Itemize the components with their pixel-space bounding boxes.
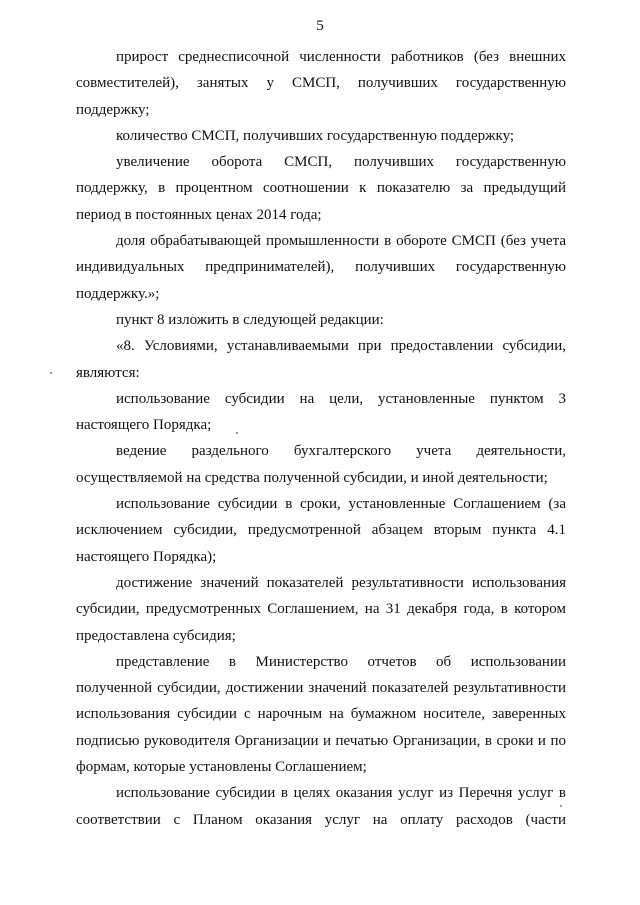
paragraph-condition-deadlines: использование субсидии в сроки, установленные Соглашением (за исключением субсидии, предусмотренной абзацем вторым пункта 4.1 настоящего Порядка); bbox=[76, 496, 566, 565]
paragraph-condition-reporting: представление в Министерство отчетов об использовании полученной субсидии, достижении значений показателей результативности использования субсидии с нарочным на бумажном носителе, заверенных подписью руководителя Организации и печатью Организации, в сроки и по формам, которые установлены Соглашением; bbox=[76, 653, 566, 776]
paragraph-turnover-increase: увеличение оборота СМСП, получивших государственную поддержку, в процентном соотношении к показателю за предыдущий период в постоянных ценах 2014 года; bbox=[76, 154, 566, 223]
paragraph-conditions-intro: «8. Условиями, устанавливаемыми при предоставлении субсидии, являются: bbox=[76, 338, 566, 381]
document-body bbox=[76, 44, 566, 833]
paragraph-manufacturing-share: доля обрабатывающей промышленности в обороте СМСП (без учета индивидуальных предпринимателей), получивших государственную поддержку.»; bbox=[76, 233, 566, 302]
scan-speck bbox=[236, 432, 238, 434]
scan-speck bbox=[560, 805, 562, 807]
paragraph-condition-indicators: достижение значений показателей результативности использования субсидии, предусмотренных Соглашением, на 31 декабря года, в котором предоставлена субсидия; bbox=[76, 574, 566, 644]
paragraph-employee-growth: прирост среднесписочной численности работников (без внешних совместителей), занятых у СМСП, получивших государственную поддержку; bbox=[76, 49, 566, 118]
paragraph-point-8-amendment: пункт 8 изложить в следующей редакции: bbox=[116, 311, 384, 328]
page-number: 5 bbox=[316, 18, 324, 34]
paragraph-smsp-count: количество СМСП, получивших государственную поддержку; bbox=[116, 127, 515, 144]
paragraph-condition-accounting: ведение раздельного бухгалтерского учета деятельности, осуществляемой на средства полученной субсидии, и иной деятельности; bbox=[76, 443, 566, 486]
paragraph-condition-purpose: использование субсидии на цели, установленные пунктом 3 настоящего Порядка; bbox=[76, 390, 566, 434]
scan-speck bbox=[50, 372, 52, 374]
paragraph-condition-services: использование субсидии в целях оказания услуг из Перечня услуг в соответствии с Планом оказания услуг на оплату расходов (части bbox=[76, 785, 566, 828]
